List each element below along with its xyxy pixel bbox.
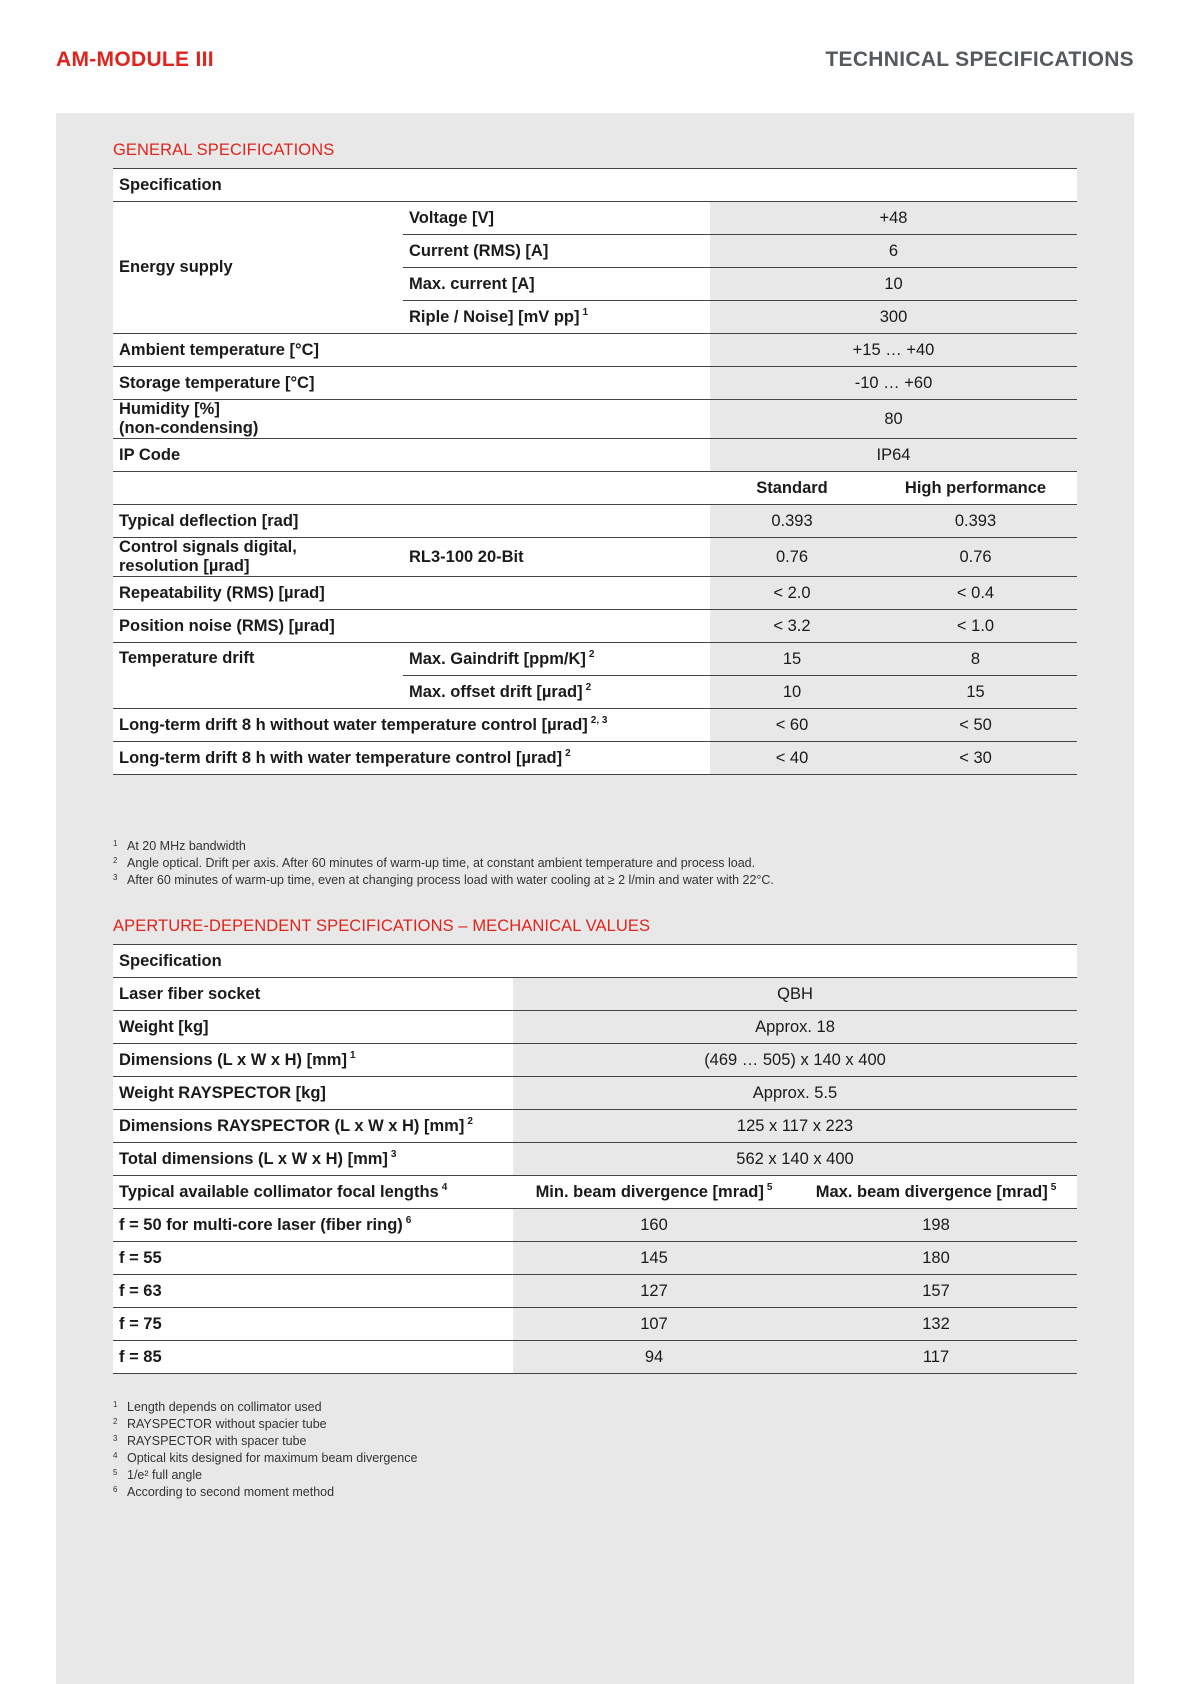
position-noise-hp: < 1.0 <box>874 610 1077 643</box>
current-label: Current (RMS) [A] <box>403 235 710 268</box>
table-row <box>113 945 1077 978</box>
ltd-with-hp: < 30 <box>874 742 1077 775</box>
max-divergence: 132 <box>795 1308 1077 1341</box>
position-noise-label: Position noise (RMS) [µrad] <box>113 610 710 643</box>
ltd-with-std: < 40 <box>710 742 874 775</box>
humidity-value: 80 <box>710 400 1077 439</box>
socket-value: QBH <box>513 978 1077 1011</box>
table-row <box>113 1143 1077 1176</box>
footnote: 2 Angle optical. Drift per axis. After 60 minutes of warm-up time, at constant ambient temperature and process load. <box>113 856 756 870</box>
min-divergence: 127 <box>513 1275 795 1308</box>
table-row <box>113 1044 1077 1077</box>
footnote: 1 At 20 MHz bandwidth <box>113 839 246 853</box>
table-row <box>113 1176 1077 1209</box>
weight-rayspector-value: Approx. 5.5 <box>513 1077 1077 1110</box>
table-row <box>113 610 1077 643</box>
current-value: 6 <box>710 235 1077 268</box>
general-specs-table <box>113 168 1077 775</box>
focal-label: f = 75 <box>113 1308 513 1341</box>
ambient-value: +15 … +40 <box>710 334 1077 367</box>
table-row <box>113 538 1077 577</box>
ltd-without-std: < 60 <box>710 709 874 742</box>
min-divergence: 107 <box>513 1308 795 1341</box>
product-title: AM-MODULE III <box>56 48 214 71</box>
footnote: 2 RAYSPECTOR without spacier tube <box>113 1417 327 1431</box>
weight-label: Weight [kg] <box>113 1011 513 1044</box>
footnote: 6 According to second moment method <box>113 1485 335 1499</box>
table-row <box>113 1341 1077 1374</box>
min-divergence: 94 <box>513 1341 795 1374</box>
aperture-footnotes <box>113 1399 417 1501</box>
focal-label: f = 50 for multi-core laser (fiber ring) $^6$ <box>113 1209 513 1242</box>
offset-drift-label: Max. offset drift [µrad] $^2$ <box>403 676 710 709</box>
table-row <box>113 978 1077 1011</box>
ltd-without-label: Long-term drift 8 h without water temperature control [µrad] $^{2, 3}$ <box>113 709 710 742</box>
weight-rayspector-label: Weight RAYSPECTOR [kg] <box>113 1077 513 1110</box>
table-row <box>113 1011 1077 1044</box>
table-row <box>113 439 1077 472</box>
table-row <box>113 577 1077 610</box>
deflection-hp: 0.393 <box>874 505 1077 538</box>
table-row <box>113 505 1077 538</box>
table-row <box>113 1308 1077 1341</box>
control-sub: RL3-100 20-Bit <box>403 538 710 577</box>
storage-label: Storage temperature [°C] <box>113 367 710 400</box>
ltd-without-hp: < 50 <box>874 709 1077 742</box>
max-divergence: 198 <box>795 1209 1077 1242</box>
position-noise-std: < 3.2 <box>710 610 874 643</box>
table-row <box>113 1275 1077 1308</box>
footnote: 1 Length depends on collimator used <box>113 1400 322 1414</box>
ltd-with-label: Long-term drift 8 h with water temperature control [µrad] $^2$ <box>113 742 710 775</box>
min-divergence: 145 <box>513 1242 795 1275</box>
dimensions-rayspector-label: Dimensions RAYSPECTOR (L x W x H) [mm] $^2$ <box>113 1110 513 1143</box>
total-dimensions-label: Total dimensions (L x W x H) [mm] $^3$ <box>113 1143 513 1176</box>
table-row <box>113 1242 1077 1275</box>
col-high-performance: High performance <box>874 472 1077 505</box>
deflection-label: Typical deflection [rad] <box>113 505 710 538</box>
table-row <box>113 169 1077 202</box>
min-divergence-header: Min. beam divergence [mrad] $^5$ <box>513 1176 795 1209</box>
max-divergence: 180 <box>795 1242 1077 1275</box>
gaindrift-hp: 8 <box>874 643 1077 676</box>
deflection-std: 0.393 <box>710 505 874 538</box>
aperture-specs-table <box>113 944 1077 1374</box>
max-divergence-header: Max. beam divergence [mrad] $^5$ <box>795 1176 1077 1209</box>
max-current-label: Max. current [A] <box>403 268 710 301</box>
offset-drift-std: 10 <box>710 676 874 709</box>
focal-label: f = 85 <box>113 1341 513 1374</box>
humidity-label: Humidity [%] (non-condensing) <box>113 400 710 439</box>
aperture-specs-title: APERTURE-DEPENDENT SPECIFICATIONS – MECHANICAL VALUES <box>113 917 651 935</box>
ambient-label: Ambient temperature [°C] <box>113 334 710 367</box>
general-specs-title: GENERAL SPECIFICATIONS <box>113 141 335 159</box>
dimensions-value: (469 … 505) x 140 x 400 <box>513 1044 1077 1077</box>
table-row <box>113 643 1077 676</box>
max-current-value: 10 <box>710 268 1077 301</box>
storage-value: -10 … +60 <box>710 367 1077 400</box>
section-heading: TECHNICAL SPECIFICATIONS <box>825 48 1134 71</box>
offset-drift-hp: 15 <box>874 676 1077 709</box>
control-std: 0.76 <box>710 538 874 577</box>
table-row <box>113 472 1077 505</box>
ip-label: IP Code <box>113 439 710 472</box>
ip-value: IP64 <box>710 439 1077 472</box>
focal-lengths-label: Typical available collimator focal lengths $^4$ <box>113 1176 513 1209</box>
table-row <box>113 1209 1077 1242</box>
general-footnotes <box>113 838 774 889</box>
riple-label: Riple / Noise] [mV pp] $^1$ <box>403 301 710 334</box>
total-dimensions-value: 562 x 140 x 400 <box>513 1143 1077 1176</box>
table-row <box>113 334 1077 367</box>
table-row <box>113 1110 1077 1143</box>
focal-label: f = 63 <box>113 1275 513 1308</box>
table-row <box>113 400 1077 439</box>
table-row <box>113 1077 1077 1110</box>
footnote: 4 Optical kits designed for maximum beam divergence <box>113 1451 418 1465</box>
energy-supply-label: Energy supply <box>113 202 403 334</box>
max-divergence: 117 <box>795 1341 1077 1374</box>
table-row <box>113 742 1077 775</box>
control-hp: 0.76 <box>874 538 1077 577</box>
table-row <box>113 709 1077 742</box>
riple-value: 300 <box>710 301 1077 334</box>
footnote: 5 1/e² full angle <box>113 1468 203 1482</box>
weight-value: Approx. 18 <box>513 1011 1077 1044</box>
voltage-label: Voltage [V] <box>403 202 710 235</box>
repeatability-std: < 2.0 <box>710 577 874 610</box>
spec-header: Specification <box>113 169 1077 202</box>
spec-header: Specification <box>113 945 1077 978</box>
dimensions-label: Dimensions (L x W x H) [mm] $^1$ <box>113 1044 513 1077</box>
repeatability-hp: < 0.4 <box>874 577 1077 610</box>
temperature-drift-label: Temperature drift <box>113 643 403 709</box>
footnote: 3 After 60 minutes of warm-up time, even at changing process load with water cooling at ≥ 2 l/min and water with 22°C. <box>113 873 774 887</box>
col-standard: Standard <box>710 472 874 505</box>
focal-label: f = 55 <box>113 1242 513 1275</box>
socket-label: Laser fiber socket <box>113 978 513 1011</box>
table-row <box>113 367 1077 400</box>
footnote: 3 RAYSPECTOR with spacer tube <box>113 1434 307 1448</box>
gaindrift-std: 15 <box>710 643 874 676</box>
dimensions-rayspector-value: 125 x 117 x 223 <box>513 1110 1077 1143</box>
repeatability-label: Repeatability (RMS) [µrad] <box>113 577 710 610</box>
voltage-value: +48 <box>710 202 1077 235</box>
min-divergence: 160 <box>513 1209 795 1242</box>
gaindrift-label: Max. Gaindrift [ppm/K] $^2$ <box>403 643 710 676</box>
table-row <box>113 202 1077 235</box>
control-label: Control signals digital, resolution [µrad] <box>113 538 403 577</box>
max-divergence: 157 <box>795 1275 1077 1308</box>
